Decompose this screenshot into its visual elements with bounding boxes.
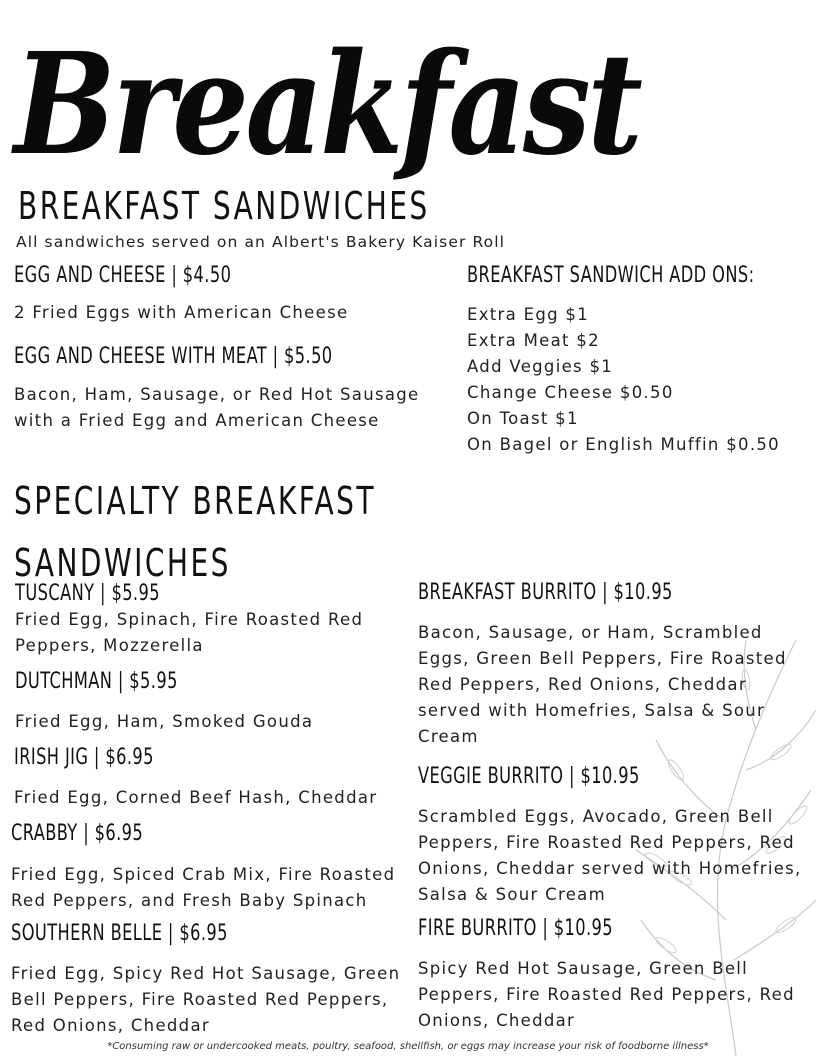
section-heading-breakfast-sandwiches: BREAKFAST SANDWICHES [18,184,430,228]
addons-list [467,302,780,458]
menu-item-desc: Fried Egg, Spicy Red Hot Sausage, Green Bell Peppers, Fire Roasted Red Peppers, Red Onions, Cheddar [11,964,401,1035]
menu-item-title: SOUTHERN BELLE | $6.95 [11,921,228,946]
menu-item-title: BREAKFAST BURRITO | $10.95 [418,580,673,605]
menu-item-title: VEGGIE BURRITO | $10.95 [418,764,640,789]
footer-disclaimer: *Consuming raw or undercooked meats, poultry, seafood, shellfish, or eggs may increase your risk of foodborne illness* [107,1041,709,1052]
section-heading-specialty: SPECIALTY BREAKFAST SANDWICHES [14,479,376,585]
addon-item: On Bagel or English Muffin $0.50 [467,435,780,454]
addon-item: Change Cheese $0.50 [467,383,674,402]
menu-item-title: TUSCANY | $5.95 [15,581,160,606]
section-note: All sandwiches served on an Albert's Bakery Kaiser Roll [16,233,506,251]
addon-item: On Toast $1 [467,409,579,428]
addon-item: Add Veggies $1 [467,357,614,376]
menu-item-desc: Fried Egg, Spinach, Fire Roasted Red Peppers, Mozzerella [15,610,364,655]
addons-heading: BREAKFAST SANDWICH ADD ONS: [467,263,755,288]
menu-item-title: FIRE BURRITO | $10.95 [418,916,613,941]
menu-item-desc: Fried Egg, Corned Beef Hash, Cheddar [14,788,378,807]
menu-item-desc: Fried Egg, Spiced Crab Mix, Fire Roasted Red Peppers, and Fresh Baby Spinach [11,865,396,910]
menu-item-desc: Scrambled Eggs, Avocado, Green Bell Peppers, Fire Roasted Red Peppers, Red Onions, Cheddar served with Homefries, Salsa & Sour Cream [418,807,802,904]
menu-title: Breakfast [14,23,640,187]
menu-item-title: EGG AND CHEESE | $4.50 [14,263,232,288]
menu-item-title: DUTCHMAN | $5.95 [15,669,178,694]
menu-item-desc: 2 Fried Eggs with American Cheese [14,303,349,322]
menu-item-title: CRABBY | $6.95 [11,821,144,846]
menu-item-title: IRISH JIG | $6.95 [14,745,154,770]
menu-item-desc: Fried Egg, Ham, Smoked Gouda [15,712,314,731]
menu-item-title: EGG AND CHEESE WITH MEAT | $5.50 [14,344,333,369]
addon-item: Extra Meat $2 [467,331,600,350]
menu-item-desc: Bacon, Ham, Sausage, or Red Hot Sausage with a Fried Egg and American Cheese [14,385,420,430]
menu-item-desc: Spicy Red Hot Sausage, Green Bell Peppers, Fire Roasted Red Peppers, Red Onions, Cheddar [418,959,795,1030]
menu-item-desc: Bacon, Sausage, or Ham, Scrambled Eggs, Green Bell Peppers, Fire Roasted Red Peppers, Red Onions, Cheddar served with Homefries, Salsa & Sour Cream [418,623,787,746]
addon-item: Extra Egg $1 [467,305,590,324]
